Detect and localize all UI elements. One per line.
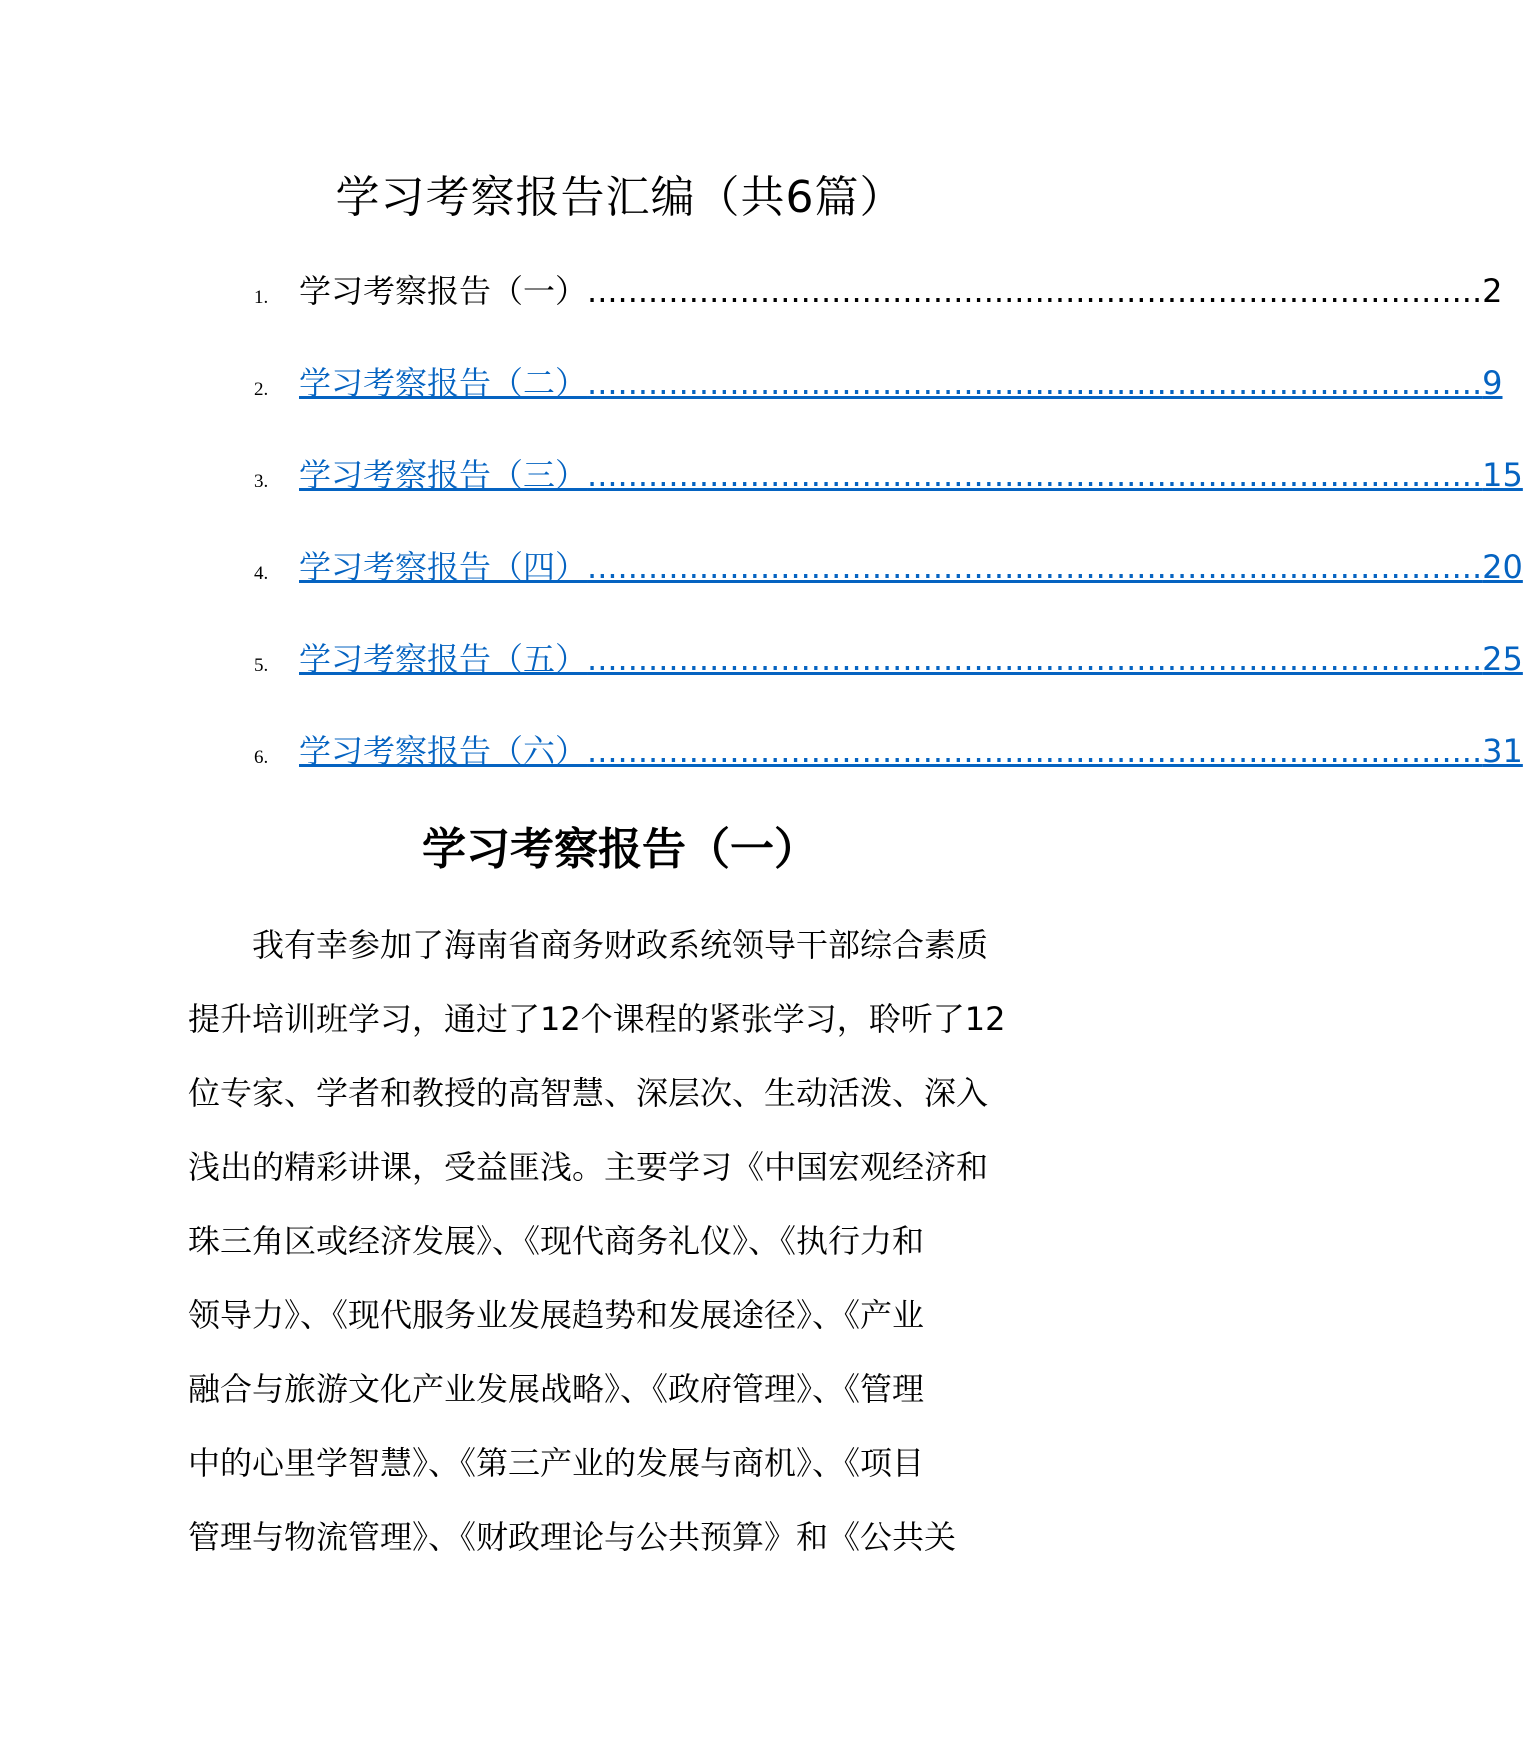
toc-entry-link[interactable] (299, 450, 1523, 500)
toc-entry-link[interactable] (299, 358, 1503, 408)
toc-item-2 (254, 358, 1503, 450)
paragraph-line: 位专家、学者和教授的高智慧、深层次、生动活泼、深入 (188, 1074, 989, 1112)
toc-page-number: 20 (1482, 548, 1523, 586)
toc-item-3 (254, 450, 1523, 542)
toc-number: 4. (254, 563, 269, 584)
toc-number: 1. (254, 287, 269, 308)
paragraph-line: 提升培训班学习，通过了12个课程的紧张学习，聆听了12 (188, 1000, 1006, 1038)
toc-number: 6. (254, 747, 269, 768)
section-heading: 学习考察报告（一） (422, 824, 818, 875)
toc-item-1 (254, 266, 1503, 358)
paragraph-line: 融合与旅游文化产业发展战略》、《政府管理》、《管理 (188, 1370, 925, 1408)
paragraph-line: 浅出的精彩讲课，受益匪浅。主要学习《中国宏观经济和 (188, 1148, 989, 1186)
toc-page-number: 25 (1482, 640, 1523, 678)
toc-item-5 (254, 634, 1523, 726)
table-of-contents (254, 266, 1523, 818)
paragraph-line: 管理与物流管理》、《财政理论与公共预算》和《公共关 (188, 1518, 957, 1556)
toc-leader-dots: ........................................................................................ (587, 364, 1483, 402)
toc-label: 学习考察报告（二） (299, 364, 588, 402)
document-title: 学习考察报告汇编（共6篇） (335, 172, 905, 223)
toc-number: 2. (254, 379, 269, 400)
toc-label: 学习考察报告（五） (299, 640, 588, 678)
toc-number: 3. (254, 471, 269, 492)
toc-entry-link[interactable] (299, 726, 1523, 776)
toc-label: 学习考察报告（一） (299, 272, 588, 310)
toc-leader-dots: ........................................................................................ (587, 272, 1483, 310)
toc-number: 5. (254, 655, 269, 676)
toc-page-number: 2 (1482, 272, 1503, 310)
toc-leader-dots: ........................................................................................ (587, 548, 1483, 586)
toc-entry-link[interactable] (299, 634, 1523, 684)
toc-entry-link[interactable] (299, 266, 1503, 316)
toc-page-number: 31 (1482, 732, 1523, 770)
paragraph-line: 珠三角区或经济发展》、《现代商务礼仪》、《执行力和 (188, 1222, 925, 1260)
toc-page-number: 15 (1482, 456, 1523, 494)
paragraph-line: 中的心里学智慧》、《第三产业的发展与商机》、《项目 (188, 1444, 925, 1482)
toc-entry-link[interactable] (299, 542, 1523, 592)
toc-leader-dots: ........................................................................................ (587, 732, 1483, 770)
toc-item-4 (254, 542, 1523, 634)
paragraph-line: 领导力》、《现代服务业发展趋势和发展途径》、《产业 (188, 1296, 925, 1334)
toc-leader-dots: ........................................................................................ (587, 456, 1483, 494)
toc-leader-dots: ........................................................................................ (587, 640, 1483, 678)
toc-page-number: 9 (1482, 364, 1503, 402)
toc-item-6 (254, 726, 1523, 818)
toc-label: 学习考察报告（三） (299, 456, 588, 494)
toc-label: 学习考察报告（四） (299, 548, 588, 586)
body-paragraph (188, 908, 1038, 1574)
paragraph-line: 我有幸参加了海南省商务财政系统领导干部综合素质 (188, 926, 989, 964)
toc-label: 学习考察报告（六） (299, 732, 588, 770)
